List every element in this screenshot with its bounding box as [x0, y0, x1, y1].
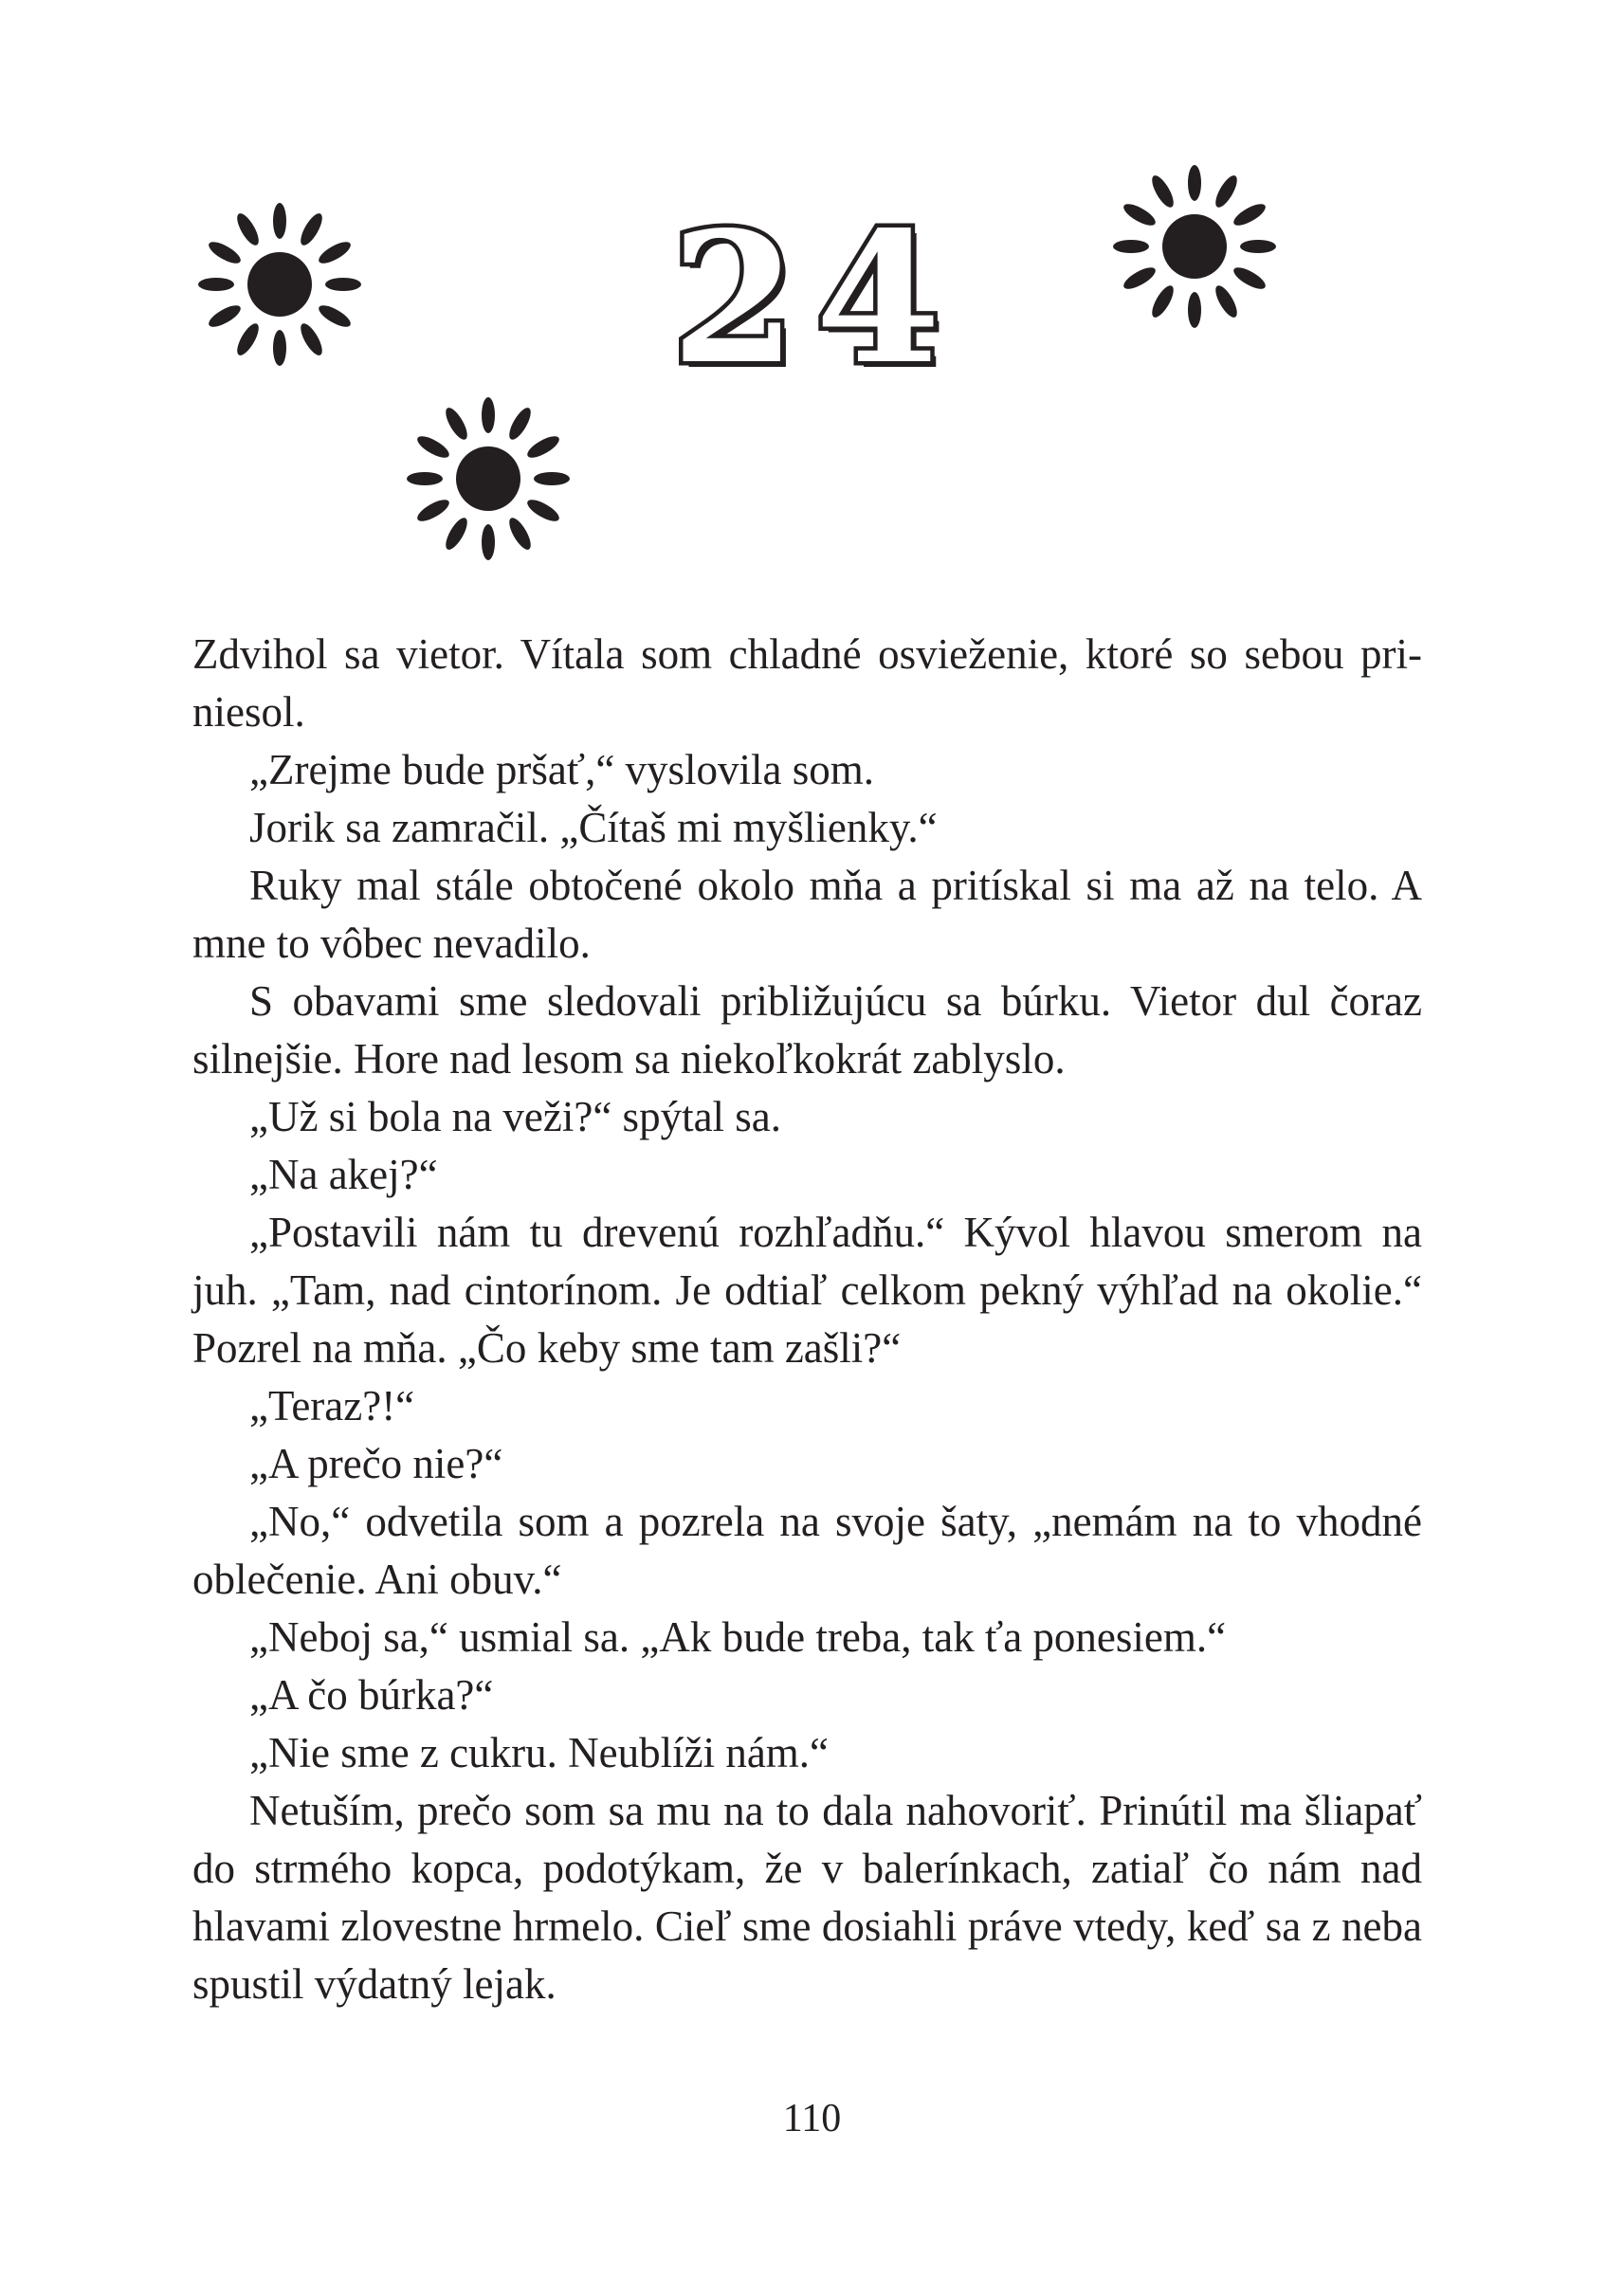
paragraph: Netuším, prečo som sa mu na to dala nahovoriť. Prinútil ma šliapať do strmého kopca, podotýkam, že v balerínkach, zatiaľ čo nám nad hlavami zlovestne hrmelo. Cieľ sme dosiahli práve vtedy, keď sa z neba spustil výdatný lejak. — [192, 1787, 1422, 2008]
paragraph: „Postavili nám tu drevenú rozhľadňu.“ Kývol hlavou smerom na juh. „Tam, nad cintorínom. Je odtiaľ celkom pekný výhľad na okolie.“ Pozrel na mňa. „Čo keby sme tam zašli?“ — [192, 1209, 1422, 1372]
sun-icon — [393, 384, 583, 574]
paragraph: S obavami sme sledovali približujúcu sa búrku. Vietor dul čoraz silnejšie. Hore nad lesom sa niekoľkokrát zablyslo. — [192, 977, 1422, 1083]
paragraph: „A čo búrka?“ — [249, 1671, 494, 1719]
paragraph: „Zrejme bude pršať,“ vyslovila som. — [249, 746, 875, 793]
chapter-number: 24 — [670, 192, 960, 404]
chapter-body — [192, 626, 1422, 2013]
paragraph: Jorik sa zamračil. „Čítaš mi myšlienky.“ — [249, 804, 938, 851]
paragraph: Zdvihol sa vietor. Vítala som chladné osvieženie, ktoré so sebou priniesol. — [192, 630, 1422, 736]
paragraph: „A prečo nie?“ — [249, 1440, 503, 1487]
paragraph: Ruky mal stále obtočené okolo mňa a pritískal si ma až na telo. A mne to vôbec nevadilo. — [192, 862, 1422, 967]
paragraph: „Nie sme z cukru. Neublíži nám.“ — [249, 1729, 830, 1776]
paragraph: „Na akej?“ — [249, 1151, 438, 1198]
sun-icon — [1100, 152, 1289, 341]
paragraph: „Teraz?!“ — [249, 1382, 415, 1429]
paragraph: „No,“ odvetila som a pozrela na svoje šaty, „nemám na to vhodné oblečenie. Ani obuv.“ — [192, 1498, 1422, 1603]
paragraph: „Neboj sa,“ usmial sa. „Ak bude treba, tak ťa ponesiem.“ — [249, 1613, 1227, 1661]
sun-icon — [185, 190, 374, 379]
page-number: 110 — [782, 2097, 842, 2140]
paragraph: „Už si bola na veži?“ spýtal sa. — [249, 1093, 782, 1140]
